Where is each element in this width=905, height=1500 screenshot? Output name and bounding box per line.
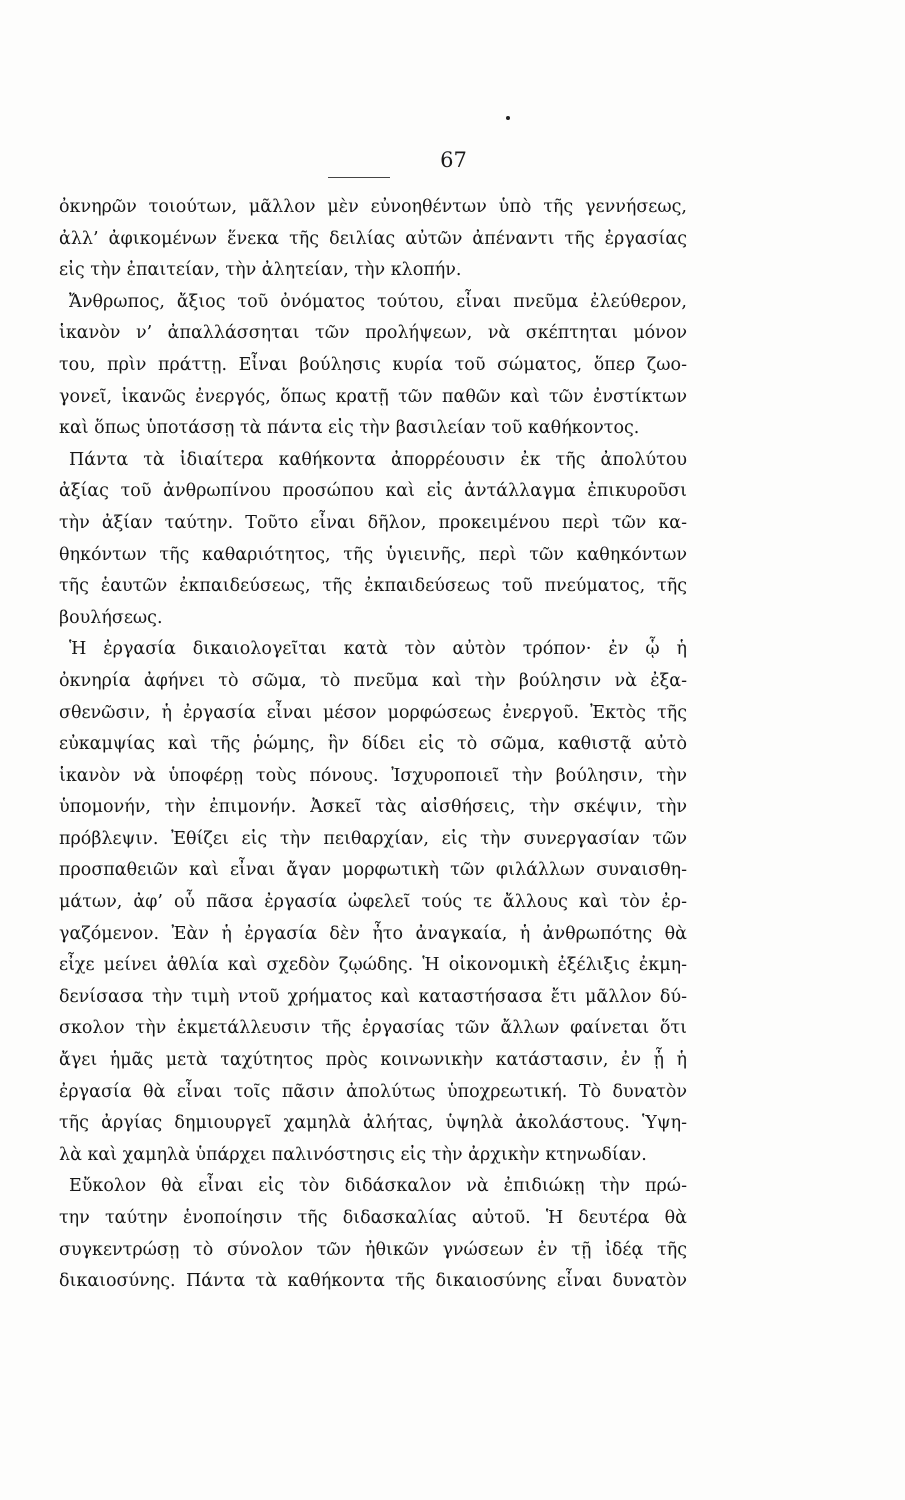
text-line: δενίσασα τὴν τιμὴ ντοῦ χρήματος καὶ καταστήσασα ἔτι μᾶλλον δύ-: [59, 986, 687, 1007]
text-line: τῆς ἀργίας δημιουργεῖ χαμηλὰ ἀλήτας, ὑψηλὰ ἀκολάστους. Ὑψη-: [59, 1113, 687, 1134]
text-line: ὑπομονήν, τὴν ἐπιμονήν. Ἀσκεῖ τὰς αἰσθήσεις, τὴν σκέψιν, τὴν: [59, 797, 687, 818]
text-line: ἱκανὸν ν’ ἀπαλλάσσηται τῶν προλήψεων, νὰ σκέπτηται μόνον: [59, 323, 687, 344]
text-line: ἱκανὸν νὰ ὑποφέρῃ τοὺς πόνους. Ἰσχυροποιεῖ τὴν βούλησιν, τὴν: [59, 765, 687, 786]
text-line: λὰ καὶ χαμηλὰ ὑπάρχει παλινόστησις εἰς τὴν ἀρχικὴν κτηνωδίαν.: [59, 1144, 647, 1165]
text-line: ὀκνηρῶν τοιούτων, μᾶλλον μὲν εὐνοηθέντων ὑπὸ τῆς γεννήσεως,: [59, 197, 687, 217]
text-line: γαζόμενον. Ἐὰν ἡ ἐργασία δὲν ἦτο ἀναγκαία, ἡ ἀνθρωπότης θὰ: [59, 923, 687, 944]
text-line: προσπαθειῶν καὶ εἶναι ἄγαν μορφωτικὴ τῶν φιλάλλων συναισθη-: [59, 860, 687, 881]
text-line: συγκεντρώσῃ τὸ σύνολον τῶν ἠθικῶν γνώσεων ἐν τῇ ἰδέᾳ τῆς: [59, 1239, 687, 1260]
text-line: βουλήσεως.: [59, 607, 163, 628]
text-line: εἰς τὴν ἐπαιτείαν, τὴν ἀλητείαν, τὴν κλοπήν.: [59, 260, 462, 281]
text-line: δικαιοσύνης. Πάντα τὰ καθήκοντα τῆς δικαιοσύνης εἶναι δυνατὸν: [59, 1271, 687, 1292]
text-line: ἀξίας τοῦ ἀνθρωπίνου προσώπου καὶ εἰς ἀντάλλαγμα ἐπικυροῦσι: [59, 481, 687, 502]
page-number-rule: [328, 177, 390, 178]
text-line: Ἡ ἐργασία δικαιολογεῖται κατὰ τὸν αὐτὸν τρόπον· ἐν ᾧ ἡ: [69, 639, 687, 660]
text-line: εὐκαμψίας καὶ τῆς ῥώμης, ἣν δίδει εἰς τὸ σῶμα, καθιστᾷ αὐτὸ: [59, 734, 687, 755]
text-line: Ἄνθρωπος, ἄξιος τοῦ ὀνόματος τούτου, εἶναι πνεῦμα ἐλεύθερον,: [69, 291, 687, 312]
ink-speck: [506, 116, 510, 120]
body-text: [59, 192, 687, 1298]
text-line: Εὔκολον θὰ εἶναι εἰς τὸν διδάσκαλον νὰ ἐπιδιώκῃ τὴν πρώ-: [69, 1176, 687, 1197]
text-line: καὶ ὅπως ὑποτάσσῃ τὰ πάντα εἰς τὴν βασιλείαν τοῦ καθήκοντος.: [59, 418, 640, 439]
text-line: πρόβλεψιν. Ἐθίζει εἰς τὴν πειθαρχίαν, εἰς τὴν συνεργασίαν τῶν: [59, 828, 687, 849]
text-line: την ταύτην ἑνοποίησιν τῆς διδασκαλίας αὐτοῦ. Ἡ δευτέρα θὰ: [59, 1208, 687, 1228]
text-line: σθενῶσιν, ἡ ἐργασία εἶναι μέσον μορφώσεως ἐνεργοῦ. Ἐκτὸς τῆς: [59, 702, 687, 723]
text-line: ὀκνηρία ἀφήνει τὸ σῶμα, τὸ πνεῦμα καὶ τὴν βούλησιν νὰ ἐξα-: [59, 670, 687, 691]
text-line: γονεῖ, ἱκανῶς ἐνεργός, ὅπως κρατῇ τῶν παθῶν καὶ τῶν ἐνστίκτων: [59, 386, 687, 407]
text-line: τὴν ἀξίαν ταύτην. Τοῦτο εἶναι δῆλον, προκειμένου περὶ τῶν κα-: [59, 512, 687, 533]
text-line: ἀλλ’ ἀφικομένων ἕνεκα τῆς δειλίας αὐτῶν ἀπέναντι τῆς ἐργασίας: [59, 228, 687, 249]
text-line: ἐργασία θὰ εἶναι τοῖς πᾶσιν ἀπολύτως ὑποχρεωτική. Τὸ δυνατὸν: [59, 1081, 687, 1102]
text-line: σκολον τὴν ἐκμετάλλευσιν τῆς ἐργασίας τῶν ἄλλων φαίνεται ὅτι: [59, 1018, 687, 1039]
text-line: μάτων, ἀφ’ οὗ πᾶσα ἐργασία ὠφελεῖ τούς τε ἄλλους καὶ τὸν ἐρ-: [59, 892, 687, 913]
page-number: 67: [440, 148, 467, 172]
text-line: του, πρὶν πράττῃ. Εἶναι βούλησις κυρία τοῦ σώματος, ὅπερ ζωο-: [59, 354, 687, 375]
text-line: θηκόντων τῆς καθαριότητος, τῆς ὑγιεινῆς, περὶ τῶν καθηκόντων: [59, 544, 687, 565]
text-line: τῆς ἑαυτῶν ἐκπαιδεύσεως, τῆς ἐκπαιδεύσεως τοῦ πνεύματος, τῆς: [59, 576, 687, 597]
text-line: Πάντα τὰ ἰδιαίτερα καθήκοντα ἀπορρέουσιν ἐκ τῆς ἀπολύτου: [69, 449, 687, 470]
text-line: ἄγει ἡμᾶς μετὰ ταχύτητος πρὸς κοινωνικὴν κατάστασιν, ἐν ᾗ ἡ: [59, 1050, 687, 1071]
text-line: εἶχε μείνει ἀθλία καὶ σχεδὸν ζῳώδης. Ἡ οἰκονομικὴ ἐξέλιξις ἐκμη-: [59, 955, 687, 976]
